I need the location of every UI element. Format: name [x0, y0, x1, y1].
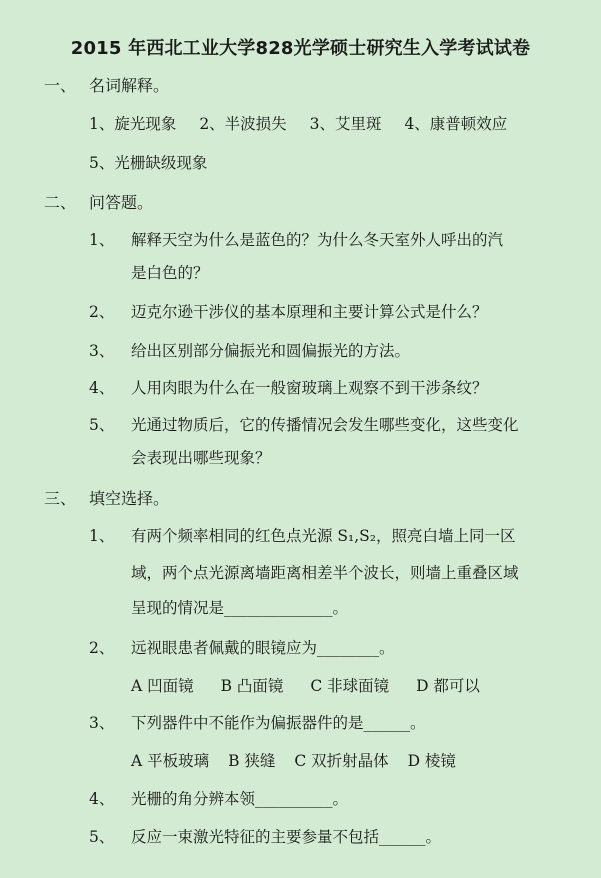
s2-q1-number: 1、 [89, 231, 115, 249]
section-1-title: 名词解释。 [89, 76, 170, 95]
s3-q1-suffix: 。 [332, 599, 349, 617]
s2-q1-line-1: 解释天空为什么是蓝色的？为什么冬天室外人呼出的汽 [131, 231, 504, 249]
s3-q2-line-1 [131, 636, 395, 658]
s2-q5-number: 5、 [89, 416, 115, 434]
s3-q2-option-c: C 非球面镜 [310, 677, 390, 695]
s3-q1-number: 1、 [89, 527, 115, 545]
s3-q2-prefix: 远视眼患者佩戴的眼镜应为 [131, 639, 318, 657]
s3-q2-suffix: 。 [379, 639, 395, 657]
s3-q4-line-1 [131, 787, 348, 809]
s3-q4-blank: __________ [255, 790, 333, 808]
s2-q5-line-1: 光通过物质后，它的传播情况会发生哪些变化，这些变化 [131, 416, 519, 434]
s3-q1-prefix: 呈现的情况是 [131, 599, 225, 617]
s3-q5-prefix: 反应一束激光特征的主要参量不包括 [131, 828, 380, 846]
s2-q3-line-1: 给出区别部分偏振光和圆偏振光的方法。 [131, 342, 411, 360]
section-3-title: 填空选择。 [89, 489, 170, 508]
s3-q3-option-a: A 平板玻璃 [131, 752, 210, 770]
s3-q1-blank: ______________ [224, 599, 333, 617]
s3-q3-option-b: B 狭缝 [228, 752, 276, 770]
s3-q2-option-d: D 都可以 [416, 677, 480, 695]
s3-q3-option-d: D 棱镜 [407, 752, 456, 770]
s3-q2-options [131, 674, 502, 696]
term-3: 3、艾里斑 [309, 115, 382, 133]
s3-q2-blank: ________ [317, 639, 380, 657]
term-4: 4、康普顿效应 [404, 115, 508, 133]
s3-q3-option-c: C 双折射晶体 [294, 752, 389, 770]
page-title: 2015 年西北工业大学828光学硕士研究生入学考试试卷 [70, 38, 531, 59]
s3-q5-line-1 [131, 825, 441, 847]
s3-q5-blank: ______ [379, 828, 426, 846]
term-2: 2、半波损失 [199, 115, 287, 133]
term-5: 5、光栅缺级现象 [89, 154, 208, 172]
term-1: 1、旋光现象 [89, 115, 177, 133]
s3-q4-prefix: 光栅的角分辨本领 [131, 790, 256, 808]
terms-line-1 [89, 112, 507, 134]
section-3-number: 三、 [44, 489, 77, 508]
s3-q4-number: 4、 [89, 790, 115, 808]
s3-q2-number: 2、 [89, 639, 115, 657]
s2-q4-number: 4、 [89, 379, 115, 397]
s2-q2-number: 2、 [89, 303, 115, 321]
s2-q1-line-2: 是白色的？ [131, 264, 209, 282]
s3-q3-options [131, 749, 456, 771]
section-2-title: 问答题。 [89, 193, 154, 212]
s3-q3-prefix: 下列器件中不能作为偏振器件的是 [131, 714, 364, 732]
s3-q3-line-1 [131, 711, 426, 733]
section-1-number: 一、 [44, 76, 77, 95]
s3-q4-suffix: 。 [332, 790, 349, 808]
s3-q2-option-a: A 凹面镜 [131, 677, 194, 695]
s3-q1-line-1: 有两个频率相同的红色点光源 S₁,S₂，照亮白墙上同一区 [131, 527, 516, 545]
s3-q1-line-2: 域，两个点光源离墙距离相差半个波长，则墙上重叠区域 [131, 564, 519, 582]
s3-q3-suffix: 。 [410, 714, 426, 732]
s2-q5-line-2: 会表现出哪些现象？ [131, 449, 271, 467]
s3-q5-number: 5、 [89, 828, 115, 846]
s2-q2-line-1: 迈克尔逊干涉仪的基本原理和主要计算公式是什么？ [131, 303, 488, 321]
section-2-number: 二、 [44, 193, 77, 212]
s2-q4-line-1: 人用肉眼为什么在一般窗玻璃上观察不到干涉条纹？ [131, 379, 488, 397]
s3-q1-line-3 [131, 596, 348, 618]
s3-q2-option-b: B 凸面镜 [220, 677, 284, 695]
s2-q3-number: 3、 [89, 342, 115, 360]
s3-q3-number: 3、 [89, 714, 115, 732]
s3-q3-blank: ______ [363, 714, 411, 732]
s3-q5-suffix: 。 [425, 828, 442, 846]
